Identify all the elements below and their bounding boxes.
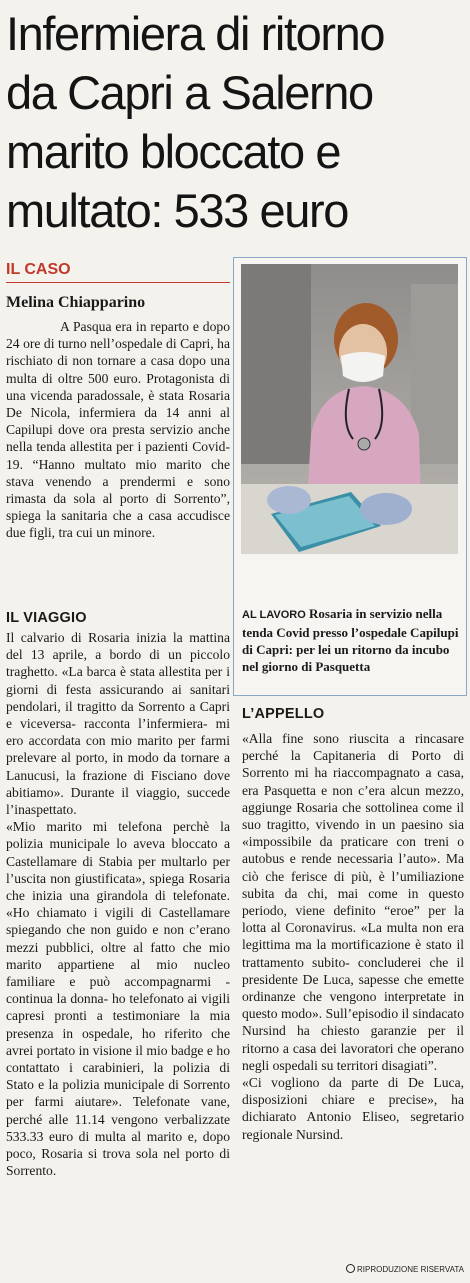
caption-text: Rosaria in servizio nella tenda Covid presso l’ospedale Capilupi di Capri: per lei un ritorno da incubo nel giorno di Pasquetta (242, 606, 459, 674)
kicker-label: IL CASO (6, 261, 71, 278)
kicker-rule-divider (6, 282, 230, 283)
headline-line-3: marito bloccato e (6, 125, 341, 178)
copyright-icon (346, 1264, 355, 1273)
nurse-photo-illustration (241, 264, 458, 554)
nurse-photo (241, 264, 458, 554)
headline-line-4: multato: 533 euro (6, 184, 348, 237)
author-byline: Melina Chiapparino (6, 294, 146, 311)
article-viaggio (6, 629, 230, 1180)
viaggio-paragraph-2: «Mio marito mi telefona perchè la polizia municipale lo aveva bloccato a Castellamare di Stabia per multarlo per l’uscita non giustificata», spiega Rosaria che inizia una girandola di telefonate. «Ho chiamato i vigili di Castellamare spiegando che non guido e non c’erano mezzi pubblici, oltre al fatto che mio marito appartiene al mio nucleo familiare e può accompagnarmi - continua la donna- ho telefonato ai vigili capresi pronti a testimoniare la mia presenza in ospedale, ho riferito che avrei portato in visione il mio badge e ho contattato i carabinieri, la polizia di Stato e la polizia municipale di Sorrento per farmi aiutare». Telefonate vane, perché alle 11.14 vengono verbalizzate 533.33 euro di multa al marito e, dopo poco, Rosaria si trova sola nel porto di Sorrento. (6, 819, 230, 1179)
appello-paragraph-1: «Alla fine sono riuscita a rincasare perché la Capitaneria di Porto di Sorrento mi ha riaccompagnato a casa, era Pasquetta e non c’era alcun mezzo, aggiunge Rosaria che sottolinea come il suo tragitto, vivendo in un paesino sia «impossibile da praticare con treni o autobus e rende necessaria l’auto». Ma ciò che ferisce di più, è l’umiliazione subita da chi, mai come in questo periodo, viene definito “eroe” per la lotta al Coronavirus. «La multa non era legittima ma la mortificazione è stato il trattamento subito- concluderei che il presidente De Luca, sapesse che emette ordinanze che vengono interpretate in questo modo». Sull’episodio il sindacato Nursind ha chiesto garanzie per il ritorno a casa dei lavoratori che operano negli ospedali su territori disagiati”. (242, 731, 464, 1073)
intro-paragraph: A Pasqua era in reparto e dopo 24 ore di turno nell’ospedale di Capri, ha rischiato di non tornare a casa dopo una multa di oltre 500 euro. Protagonista di una vicenda paradossale, è stata Rosaria De Nicola, infermiera da 14 anni al Capilupi dove ora presta servizio anche nella tenda allestita per i pazienti Covid-19. “Hanno multato mio marito che stava venendo a prendermi e sono rimasta da sola al porto di Sorrento”, spiega la sanitaria che a casa accudisce due figli, tra cui un minore. (6, 319, 230, 541)
photo-box (233, 257, 467, 696)
article-intro (6, 318, 230, 542)
viaggio-paragraph-1: Il calvario di Rosaria inizia la mattina del 13 aprile, a bordo di un piccolo traghetto. «La barca è stata allestita per i giorni di festa assicurando ai sanitari pendolari, il tragitto da Sorrento a Capri e viceversa- racconta l’infermiera- mi ero accordata con mio marito per farmi prelevare al porto, in modo da tornare a Lanucusi, la frazione di Fisciano dove abitiamo». Durante il viaggio, succede l’inaspettato. (6, 630, 230, 818)
caption-lead: AL LAVORO (242, 609, 306, 621)
headline (6, 4, 466, 240)
article-appello (242, 730, 464, 1143)
headline-line-2: da Capri a Salerno (6, 66, 373, 119)
subheading-appello: L’APPELLO (242, 706, 325, 722)
photo-caption (242, 605, 462, 675)
appello-paragraph-2: «Ci vogliono da parte di De Luca, disposizioni chiare e precise», ha dichiarato Antonio Eliseo, segretario regionale Nursind. (242, 1075, 464, 1142)
copyright-text: RIPRODUZIONE RISERVATA (357, 1265, 464, 1274)
copyright-notice (346, 1264, 464, 1274)
subheading-viaggio: IL VIAGGIO (6, 610, 87, 626)
headline-line-1: Infermiera di ritorno (6, 7, 385, 60)
